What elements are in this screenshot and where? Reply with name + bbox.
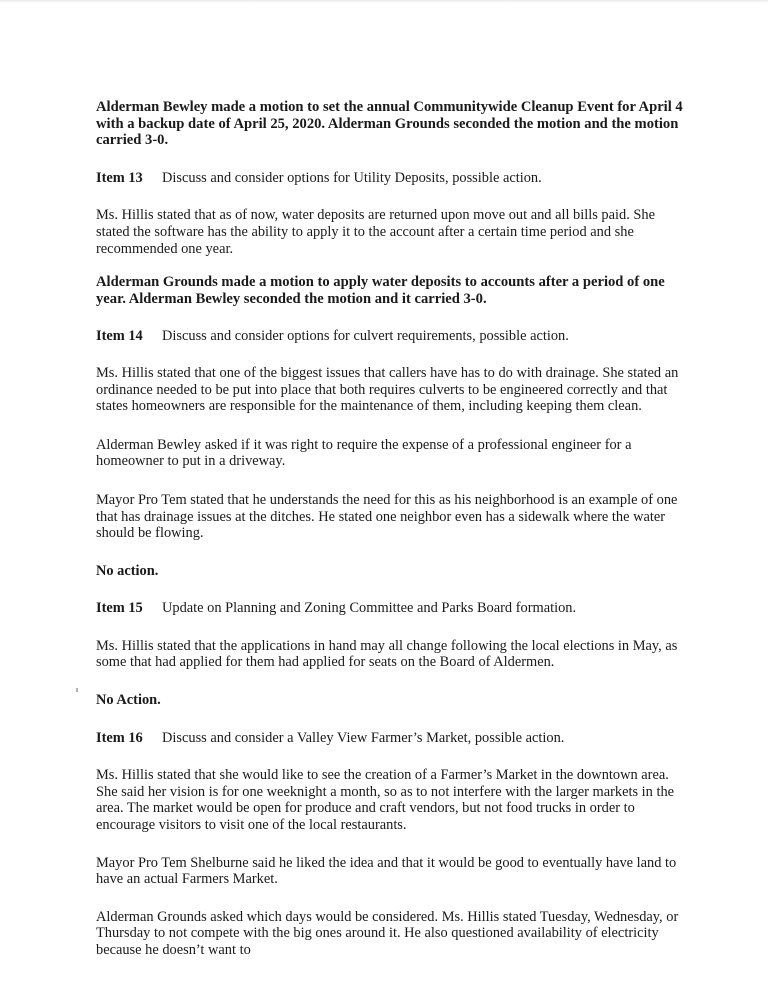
item-13-label: Item 13: [96, 169, 143, 186]
minutes-body: [96, 99, 692, 959]
scan-edge: [0, 0, 768, 3]
motion-cleanup-event: Alderman Bewley made a motion to set the annual Communitywide Cleanup Event for April 4 with a backup date of April 25, 2020. Alderman Grounds seconded the motion and the motion carried 3-0.: [96, 99, 683, 149]
item-15-label: Item 15: [96, 600, 143, 617]
item-16-description: Discuss and consider a Valley View Farmer’s Market, possible action.: [162, 729, 565, 746]
item-13-discussion: Ms. Hillis stated that as of now, water deposits are returned upon move out and all bills paid. She stated the software has the ability to apply it to the account after a certain time period and she recommended one year.: [96, 207, 655, 257]
item-14-paragraph-1: Ms. Hillis stated that one of the biggest issues that callers have has to do with drainage. She stated an ordinance needed to be put into place that both requires culverts to be engineered correctly and that states homeowners are responsible for the maintenance of them, including keeping them clean.: [96, 364, 679, 415]
item-15-description: Update on Planning and Zoning Committee and Parks Board formation.: [162, 600, 577, 617]
item-15-paragraph-1: Ms. Hillis stated that the applications in hand may all change following the local elections in May, as some that had applied for them had applied for seats on the Board of Aldermen.: [96, 637, 678, 671]
item-14-result: No action.: [96, 562, 159, 579]
item-16-label: Item 16: [96, 729, 143, 746]
motion-water-deposits: Alderman Grounds made a motion to apply water deposits to accounts after a period of one year. Alderman Bewley seconded the motion and it carried 3-0.: [96, 274, 665, 307]
item-14-label: Item 14: [96, 328, 143, 345]
item-13-description: Discuss and consider options for Utility Deposits, possible action.: [162, 169, 542, 186]
agenda-item-14: [96, 328, 692, 345]
item-14-paragraph-3: Mayor Pro Tem stated that he understands the need for this as his neighborhood is an example of one that has drainage issues at the ditches. He stated one neighbor even has a sidewalk where the water should be flowing.: [96, 491, 678, 542]
scan-speck: [76, 688, 78, 692]
item-16-paragraph-2: Mayor Pro Tem Shelburne said he liked the idea and that it would be good to eventually have land to have an actual Farmers Market.: [96, 854, 677, 888]
agenda-item-15: [96, 600, 692, 617]
item-14-paragraph-2: Alderman Bewley asked if it was right to require the expense of a professional engineer for a homeowner to put in a driveway.: [96, 436, 632, 470]
item-14-description: Discuss and consider options for culvert requirements, possible action.: [162, 328, 569, 345]
agenda-item-16: [96, 730, 692, 747]
item-15-result: No Action.: [96, 692, 161, 709]
item-16-paragraph-3: Alderman Grounds asked which days would be considered. Ms. Hillis stated Tuesday, Wednesday, or Thursday to not compete with the big ones around it. He also questioned availability of electricity because he doesn’t want to: [96, 908, 679, 958]
agenda-item-13: [96, 170, 692, 187]
item-16-paragraph-1: Ms. Hillis stated that she would like to see the creation of a Farmer’s Market in the downtown area. She said her vision is for one weeknight a month, so as to not interfere with the larger markets in the area. The market would be open for produce and craft vendors, but not food trucks in order to encourage visitors to visit one of the local restaurants.: [96, 767, 675, 834]
